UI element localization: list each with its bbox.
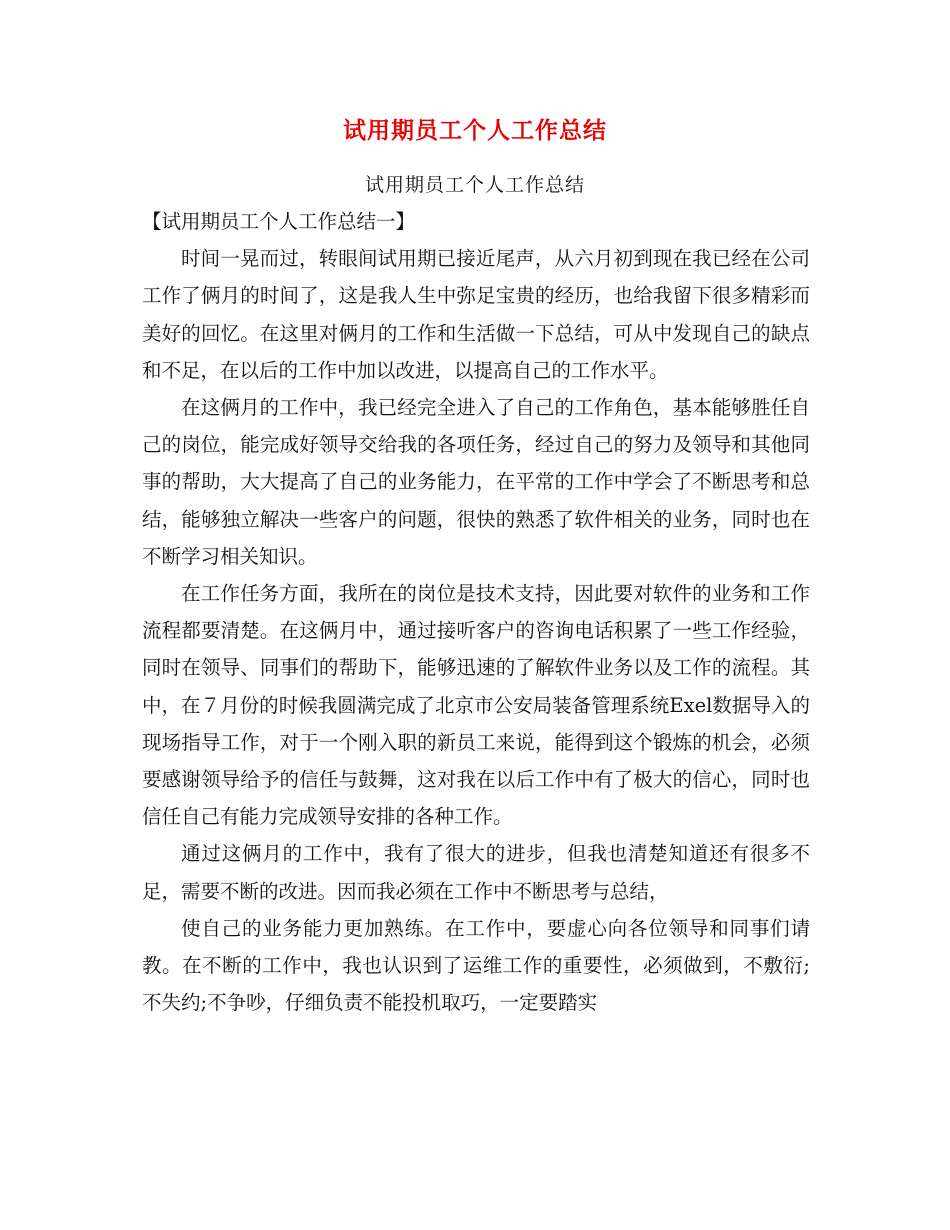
- paragraph-2: 在这俩月的工作中，我已经完全进入了自己的工作角色，基本能够胜任自己的岗位，能完成好领导交给我的各项任务，经过自己的努力及领导和其他同事的帮助，大大提高了自己的业务能力，在平常的工作中学会了不断思考和总结，能够独立解决一些客户的问题，很快的熟悉了软件相关的业务，同时也在不断学习相关知识。: [142, 396, 810, 568]
- paragraph-5: 使自己的业务能力更加熟练。在工作中，要虚心向各位领导和同事们请教。在不断的工作中，我也认识到了运维工作的重要性，必须做到，不敷衍;不失约;不争吵，仔细负责不能投机取巧，一定要踏实: [142, 916, 810, 1015]
- document-title: 试用期员工个人工作总结: [343, 118, 607, 144]
- paragraph-3: 在工作任务方面，我所在的岗位是技术支持，因此要对软件的业务和工作流程都要清楚。在这俩月中，通过接听客户的咨询电话积累了一些工作经验，同时在领导、同事们的帮助下，能够迅速的了解软件业务以及工作的流程。其中，在７月份的时候我圆满完成了北京市公安局装备管理系统Exel数据导入的现场指导工作，对于一个刚入职的新员工来说，能得到这个锻炼的机会，必须要感谢领导给予的信任与鼓舞，这对我在以后工作中有了极大的信心，同时也信任自己有能力完成领导安排的各种工作。: [142, 582, 810, 829]
- paragraph-4: 通过这俩月的工作中，我有了很大的进步，但我也清楚知道还有很多不足，需要不断的改进。因而我必须在工作中不断思考与总结，: [142, 842, 810, 903]
- section-heading: 【试用期员工个人工作总结一】: [142, 210, 416, 233]
- paragraph-1: 时间一晃而过，转眼间试用期已接近尾声，从六月初到现在我已经在公司工作了俩月的时间了，这是我人生中弥足宝贵的经历，也给我留下很多精彩而美好的回忆。在这里对俩月的工作和生活做一下总结，可从中发现自己的缺点和不足，在以后的工作中加以改进，以提高自己的工作水平。: [142, 247, 810, 382]
- document-body: [142, 203, 810, 1021]
- document-subtitle: 试用期员工个人工作总结: [364, 174, 585, 196]
